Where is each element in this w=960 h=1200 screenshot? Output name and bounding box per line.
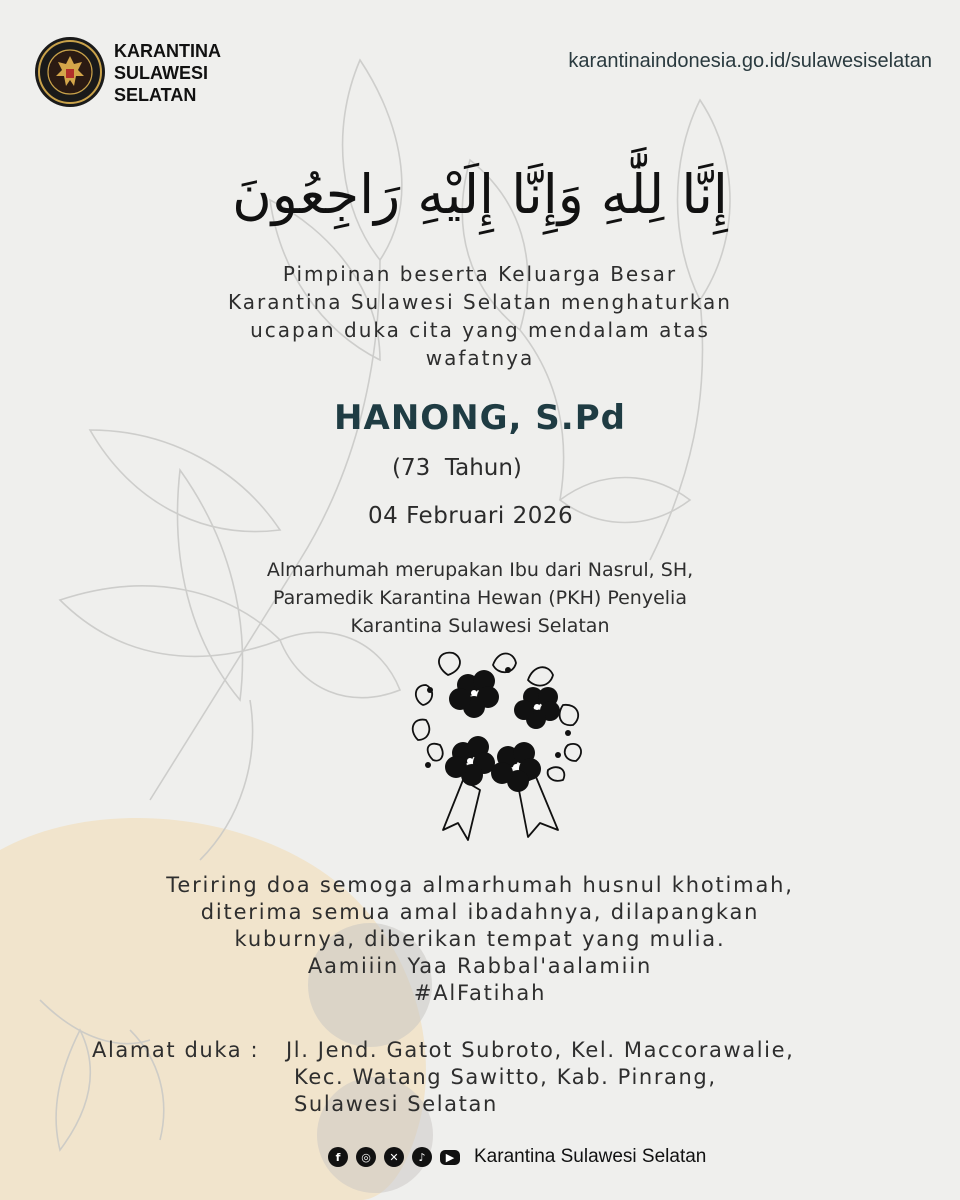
deceased-name: HANONG, S.Pd xyxy=(334,398,626,438)
condolence-line: Karantina Sulawesi Selatan menghaturkan xyxy=(228,290,732,314)
prayer-line: Aamiiin Yaa Rabbal'aalamiin xyxy=(307,954,653,978)
brand-line-2: SULAWESI xyxy=(114,63,209,83)
x-icon[interactable]: ✕ xyxy=(384,1147,404,1167)
condolence-line: ucapan duka cita yang mendalam atas xyxy=(250,318,710,342)
prayer-line: Teriring doa semoga almarhumah husnul khotimah, xyxy=(166,873,794,897)
tiktok-icon[interactable]: ♪ xyxy=(412,1147,432,1167)
address-line: Sulawesi Selatan xyxy=(294,1092,498,1116)
youtube-icon[interactable]: ▶ xyxy=(440,1150,460,1165)
arabic-istirja: إِنَّا لِلَّٰهِ وَإِنَّا إِلَيْهِ رَاجِعُونَ xyxy=(232,163,728,226)
facebook-icon[interactable]: f xyxy=(328,1147,348,1167)
prayer-text xyxy=(80,872,880,1007)
relation-text xyxy=(150,556,810,640)
prayer-line: kuburnya, diberikan tempat yang mulia. xyxy=(234,927,726,951)
brand-line-1: KARANTINA xyxy=(114,41,221,61)
brand-name xyxy=(114,40,221,106)
address-line xyxy=(286,1037,802,1064)
brand-line-3: SELATAN xyxy=(114,85,197,105)
address-line: Kec. Watang Sawitto, Kab. Pinrang, xyxy=(294,1065,717,1089)
prayer-line: #AlFatihah xyxy=(413,981,547,1005)
deceased-age: (73 Tahun) xyxy=(392,455,522,481)
address-label: Alamat duka : xyxy=(92,1038,260,1062)
deceased-date: 04 Februari 2026 xyxy=(368,503,574,529)
address-text xyxy=(286,1037,802,1118)
relation-line: Karantina Sulawesi Selatan xyxy=(350,615,610,637)
prayer-line: diterima semua amal ibadahnya, dilapangkan xyxy=(200,900,760,924)
instagram-icon[interactable]: ◎ xyxy=(356,1147,376,1167)
website-link[interactable]: karantinaindonesia.go.id/sulawesiselatan xyxy=(568,50,932,72)
relation-line: Paramedik Karantina Hewan (PKH) Penyelia xyxy=(273,587,687,609)
relation-line: Almarhumah merupakan Ibu dari Nasrul, SH, xyxy=(266,559,694,581)
karantina-emblem-logo xyxy=(34,36,106,108)
social-account-name: Karantina Sulawesi Selatan xyxy=(474,1146,707,1167)
social-footer xyxy=(328,1144,706,1170)
condolence-text xyxy=(150,260,810,372)
funeral-wreath-icon xyxy=(408,645,588,855)
address-line-1: Jl. Jend. Gatot Subroto, Kel. Maccorawalie, xyxy=(286,1038,795,1062)
condolence-line: Pimpinan beserta Keluarga Besar xyxy=(282,262,678,286)
condolence-line: wafatnya xyxy=(425,346,535,370)
